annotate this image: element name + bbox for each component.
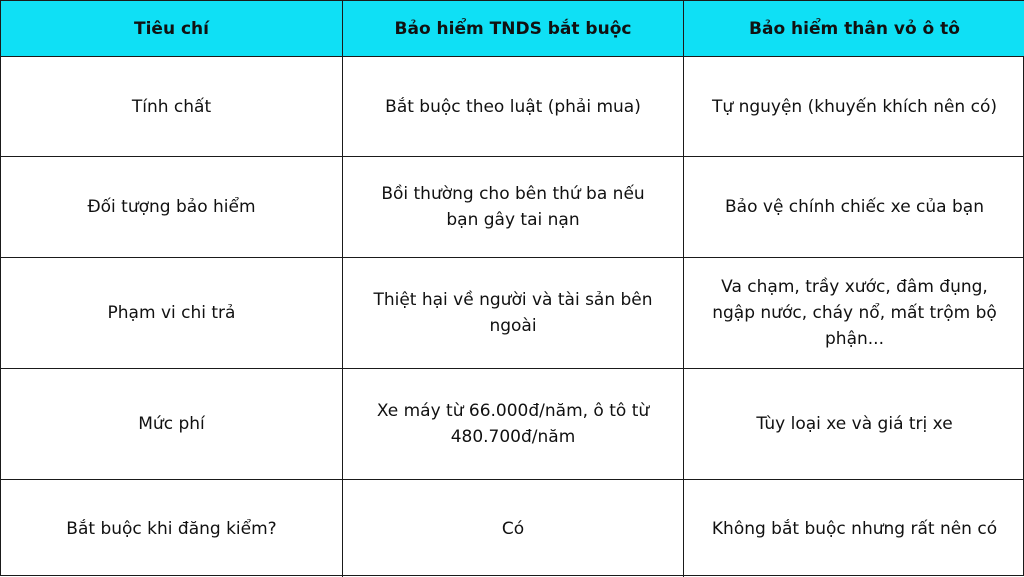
table-cell-tnds: Bắt buộc theo luật (phải mua) (343, 57, 684, 157)
header-cell-body-insurance: Bảo hiểm thân vỏ ô tô (684, 1, 1024, 57)
table-cell-tnds: Có (343, 480, 684, 577)
table-cell-tnds: Bồi thường cho bên thứ ba nếu bạn gây tai nạn (343, 157, 684, 258)
table-cell-body-insurance: Va chạm, trầy xước, đâm đụng, ngập nước, cháy nổ, mất trộm bộ phận... (684, 258, 1024, 369)
table-cell-criteria: Đối tượng bảo hiểm (1, 157, 343, 258)
table-cell-body-insurance: Không bắt buộc nhưng rất nên có (711, 518, 998, 539)
table-cell-tnds: Xe máy từ 66.000đ/năm, ô tô từ 480.700đ/năm (343, 369, 684, 480)
table-cell-criteria: Bắt buộc khi đăng kiểm? (1, 480, 343, 577)
table-cell-body-insurance: Tự nguyện (khuyến khích nên có) (684, 57, 1024, 157)
header-cell-criteria: Tiêu chí (1, 1, 343, 57)
table-cell-criteria: Phạm vi chi trả (1, 258, 343, 369)
table-cell-criteria: Tính chất (1, 57, 343, 157)
table-cell-tnds: Thiệt hại về người và tài sản bên ngoài (343, 258, 684, 369)
table-cell-criteria: Mức phí (1, 369, 343, 480)
header-cell-tnds: Bảo hiểm TNDS bắt buộc (343, 1, 684, 57)
table-cell-body-insurance: Tùy loại xe và giá trị xe (684, 369, 1024, 480)
table-cell-body-insurance: Bảo vệ chính chiếc xe của bạn (684, 157, 1024, 258)
